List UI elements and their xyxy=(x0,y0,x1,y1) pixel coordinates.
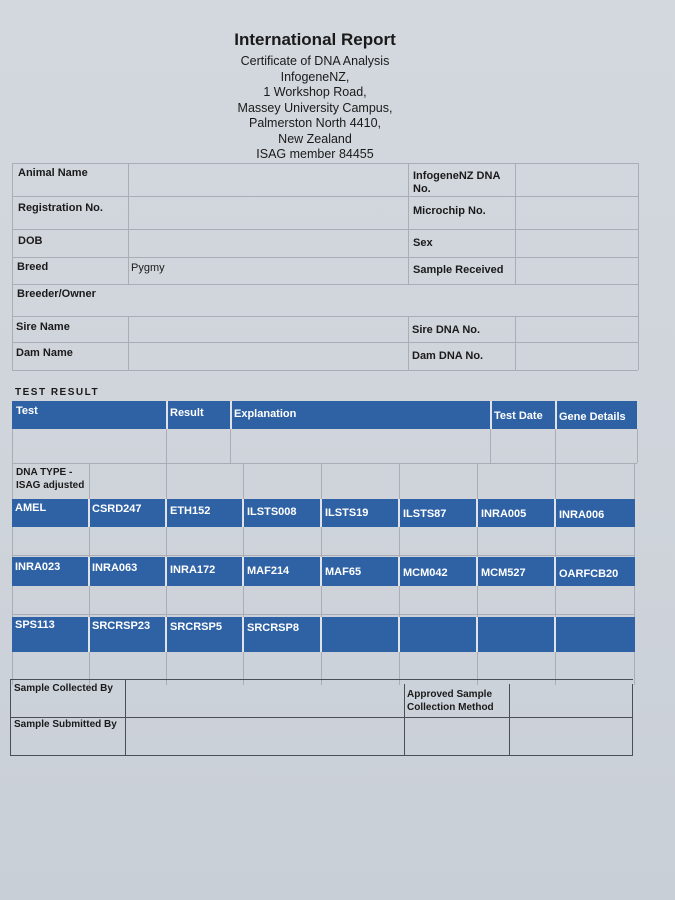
header-line-certificate: Certificate of DNA Analysis xyxy=(240,54,390,68)
header-line-city: Palmerston North 4410, xyxy=(248,116,381,130)
sex-label: Sex xyxy=(413,237,433,249)
column-separator xyxy=(165,617,167,652)
column-separator xyxy=(490,401,492,429)
sire-name-label: Sire Name xyxy=(16,321,70,333)
marker-cell: MAF65 xyxy=(325,566,362,578)
column-separator xyxy=(398,557,400,586)
approved-method-label: Approved Sample Collection Method xyxy=(407,689,494,713)
grid-line xyxy=(10,679,633,680)
column-header-test-date: Test Date xyxy=(494,410,543,422)
marker-cell: ILSTS87 xyxy=(403,508,447,520)
grid-line xyxy=(10,679,11,756)
marker-cell: SRCRSP23 xyxy=(92,620,151,632)
dam-dna-label: Dam DNA No. xyxy=(412,350,484,362)
marker-cell: INRA172 xyxy=(170,564,216,576)
dam-name-label: Dam Name xyxy=(16,347,73,359)
marker-cell: MCM527 xyxy=(481,567,526,579)
grid-line xyxy=(12,342,638,343)
registration-label: Registration No. xyxy=(18,202,103,214)
column-separator xyxy=(242,499,244,527)
column-separator xyxy=(476,499,478,527)
grid-line xyxy=(408,163,409,284)
grid-line xyxy=(638,163,639,370)
column-separator xyxy=(230,401,232,429)
column-separator xyxy=(554,617,556,652)
microchip-label: Microchip No. xyxy=(413,205,486,217)
marker-cell: ILSTS19 xyxy=(325,507,369,519)
grid-line xyxy=(490,429,491,463)
grid-line xyxy=(12,614,634,615)
column-header-explanation: Explanation xyxy=(234,408,297,420)
grid-line xyxy=(509,684,510,756)
header-line-country: New Zealand xyxy=(278,131,352,146)
column-separator xyxy=(398,499,400,527)
column-separator xyxy=(165,557,167,586)
sample-submitted-label: Sample Submitted By xyxy=(14,719,117,730)
grid-line xyxy=(10,755,633,756)
grid-line xyxy=(555,429,556,463)
column-separator xyxy=(242,617,244,652)
grid-line xyxy=(12,163,638,164)
grid-line xyxy=(10,717,633,718)
grid-line xyxy=(637,429,638,463)
column-separator xyxy=(320,557,322,586)
animal-name-label: Animal Name xyxy=(18,167,88,179)
marker-cell: INRA023 xyxy=(15,561,61,573)
grid-line xyxy=(515,163,516,284)
grid-line xyxy=(12,284,638,285)
header-line-campus: Massey University Campus, xyxy=(237,100,393,115)
grid-line xyxy=(12,316,638,317)
grid-line xyxy=(128,316,129,370)
report-header xyxy=(200,30,430,163)
grid-line xyxy=(125,679,126,756)
breed-label: Breed xyxy=(17,261,49,273)
grid-line xyxy=(166,429,167,463)
column-separator xyxy=(398,617,400,652)
dob-label: DOB xyxy=(18,235,43,247)
column-separator xyxy=(320,617,322,652)
marker-cell: SPS113 xyxy=(15,619,55,631)
column-header-test: Test xyxy=(16,405,38,417)
grid-line xyxy=(12,229,638,230)
marker-cell: SRCRSP8 xyxy=(247,622,299,634)
grid-line xyxy=(12,555,634,556)
grid-line xyxy=(12,257,638,258)
sire-dna-label: Sire DNA No. xyxy=(412,324,481,336)
marker-cell: CSRD247 xyxy=(92,503,142,515)
report-title: International Report xyxy=(234,30,396,49)
marker-cell: MCM042 xyxy=(403,567,448,579)
marker-cell: SRCRSP5 xyxy=(170,621,222,633)
column-separator xyxy=(554,499,556,527)
grid-line xyxy=(128,163,129,284)
grid-line xyxy=(632,684,633,756)
grid-line xyxy=(408,316,409,370)
column-separator xyxy=(88,617,90,652)
grid-line xyxy=(12,463,637,464)
column-separator xyxy=(242,557,244,586)
dna-type-label: DNA TYPE - ISAG adjusted xyxy=(16,467,85,491)
grid-line xyxy=(12,370,638,371)
column-separator xyxy=(476,617,478,652)
column-separator xyxy=(165,499,167,527)
marker-cell: MAF214 xyxy=(247,565,290,577)
test-result-heading: TEST RESULT xyxy=(15,387,100,398)
column-separator xyxy=(166,401,168,429)
grid-line xyxy=(12,163,13,370)
marker-cell: INRA005 xyxy=(481,508,527,520)
marker-cell: INRA063 xyxy=(92,562,138,574)
grid-line xyxy=(12,429,13,463)
sample-collected-label: Sample Collected By xyxy=(14,683,113,694)
grid-line xyxy=(230,429,231,463)
grid-line xyxy=(12,196,638,197)
marker-cell: AMEL xyxy=(15,502,47,514)
column-separator xyxy=(555,401,557,429)
marker-cell: OARFCB20 xyxy=(559,568,619,580)
sample-received-label: Sample Received xyxy=(413,264,504,276)
column-separator xyxy=(554,557,556,586)
infogene-dna-label: InfogeneNZ DNA No. xyxy=(413,170,500,195)
marker-cell: INRA006 xyxy=(559,509,605,521)
column-separator xyxy=(88,499,90,527)
test-result-header-band xyxy=(12,401,637,429)
header-line-street: 1 Workshop Road, xyxy=(263,85,367,99)
breed-value: Pygmy xyxy=(131,262,165,274)
marker-cell: ETH152 xyxy=(170,505,211,517)
grid-line xyxy=(404,684,405,756)
column-separator xyxy=(476,557,478,586)
column-separator xyxy=(88,557,90,586)
column-header-gene-details: Gene Details xyxy=(559,411,626,423)
column-header-result: Result xyxy=(170,407,204,419)
marker-cell: ILSTS008 xyxy=(247,506,297,518)
column-separator xyxy=(320,499,322,527)
header-line-company: InfogeneNZ, xyxy=(280,69,350,84)
breeder-owner-label: Breeder/Owner xyxy=(17,288,96,300)
header-line-isag: ISAG member 84455 xyxy=(256,147,374,161)
grid-line xyxy=(515,316,516,370)
